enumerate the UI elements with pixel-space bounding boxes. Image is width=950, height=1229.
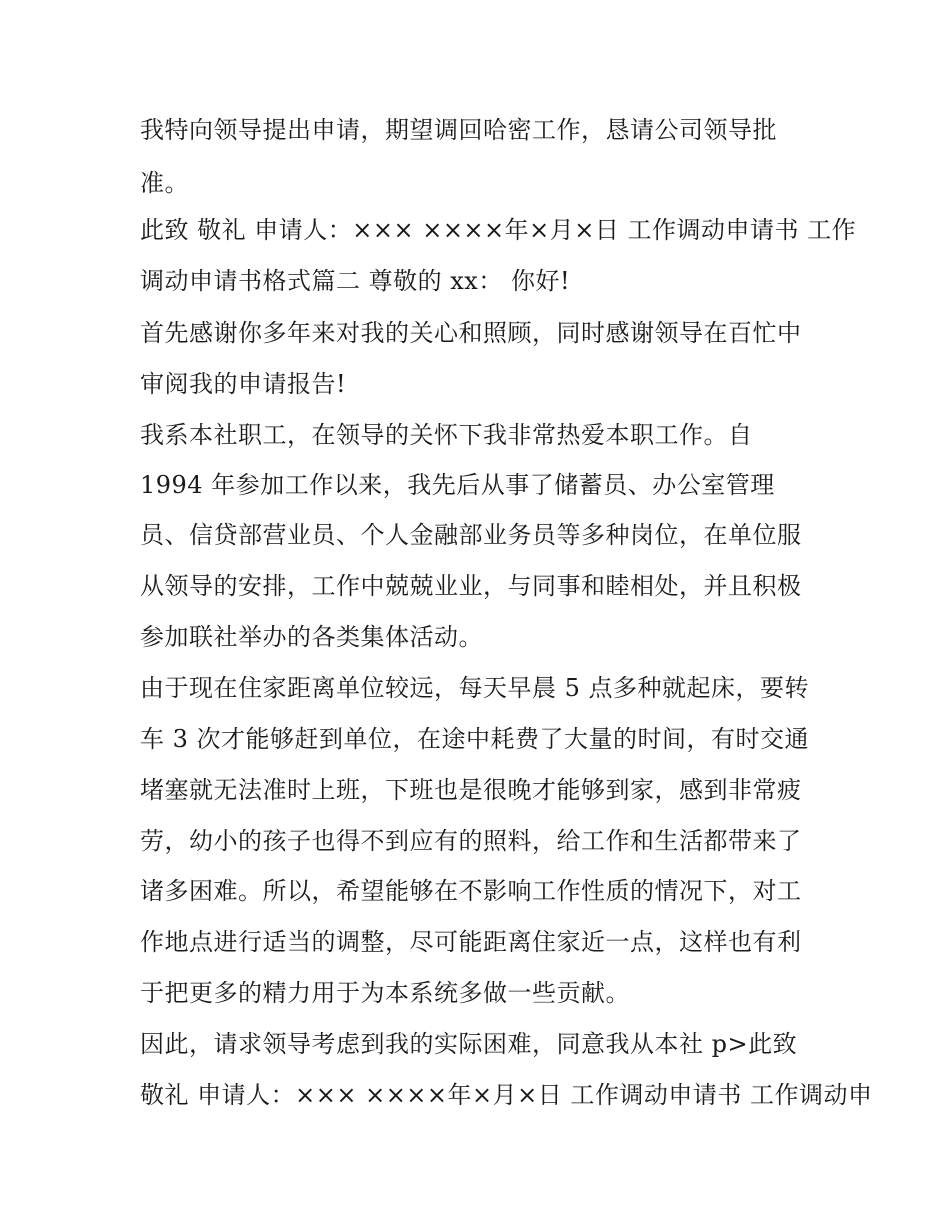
text-line: 我特向领导提出申请，期望调回哈密工作，恳请公司领导批 bbox=[140, 116, 777, 144]
text-line: 敬礼 申请人：××× ××××年×月×日 工作调动申请书 工作调动申 bbox=[140, 1081, 873, 1109]
text-line: 调动申请书格式篇二 尊敬的 xx： 你好! bbox=[140, 267, 571, 295]
text-line: 作地点进行适当的调整，尽可能距离住家近一点，这样也有利 bbox=[140, 928, 802, 956]
text-line: 首先感谢你多年来对我的关心和照顾，同时感谢领导在百忙中 bbox=[140, 319, 802, 347]
text-line: 由于现在住家距离单位较远，每天早晨 5 点多种就起床，要转 bbox=[140, 674, 810, 702]
text-line: 堵塞就无法准时上班，下班也是很晚才能够到家，感到非常疲 bbox=[140, 776, 802, 804]
text-line: 从领导的安排，工作中兢兢业业，与同事和睦相处，并且积极 bbox=[140, 572, 802, 600]
text-line: 车 3 次才能够赶到单位，在途中耗费了大量的时间，有时交通 bbox=[140, 725, 810, 753]
text-line: 员、信贷部营业员、个人金融部业务员等多种岗位，在单位服 bbox=[140, 521, 802, 549]
text-line: 劳，幼小的孩子也得不到应有的照料，给工作和生活都带来了 bbox=[140, 827, 802, 855]
text-line: 诸多困难。所以，希望能够在不影响工作性质的情况下，对工 bbox=[140, 877, 802, 905]
text-line: 审阅我的申请报告! bbox=[140, 370, 347, 398]
text-line: 于把更多的精力用于为本系统多做一些贡献。 bbox=[140, 979, 630, 1007]
text-line: 我系本社职工，在领导的关怀下我非常热爱本职工作。自 bbox=[140, 421, 753, 449]
text-line: 1994 年参加工作以来，我先后从事了储蓄员、办公室管理 bbox=[140, 471, 775, 499]
text-line: 参加联社举办的各类集体活动。 bbox=[140, 623, 483, 651]
text-line: 因此，请求领导考虑到我的实际困难，同意我从本社 p>此致 bbox=[140, 1030, 798, 1058]
text-line: 准。 bbox=[140, 169, 189, 197]
text-line: 此致 敬礼 申请人：××× ××××年×月×日 工作调动申请书 工作 bbox=[140, 216, 857, 244]
